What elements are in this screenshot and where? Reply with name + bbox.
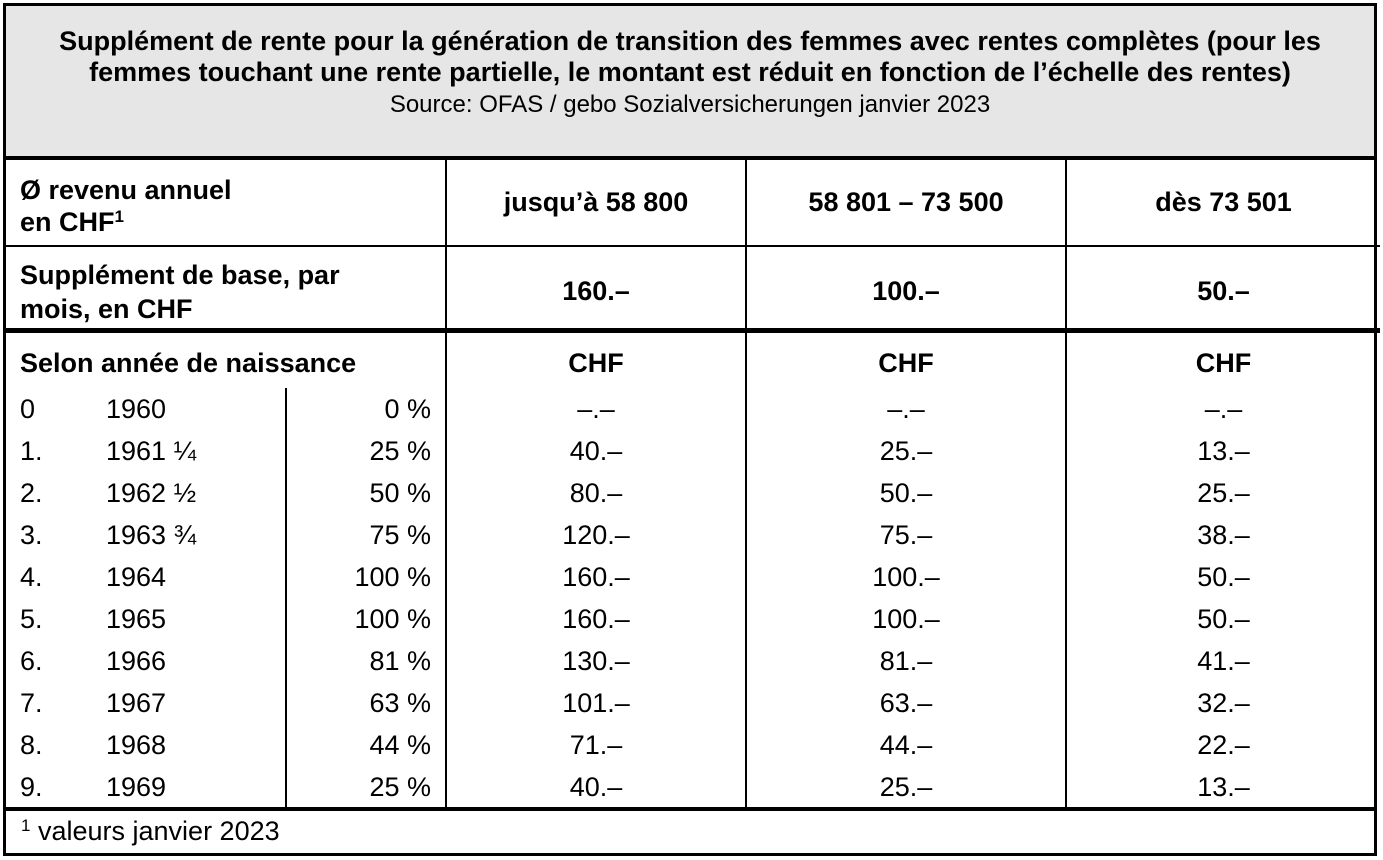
table-title: Supplément de rente pour la génération de transition des femmes avec rentes complètes (pour les femmes touchant une rente partielle, le montant est réduit en fonction de l’échelle des rentes) [59, 26, 1321, 87]
table-row [6, 556, 1380, 598]
row-value-col3: 50.– [1066, 598, 1380, 640]
row-birth-year: 1968 [106, 730, 167, 760]
table-frame [3, 3, 1377, 856]
row-value-col1: 71.– [446, 724, 746, 766]
row-value-col3: 32.– [1066, 682, 1380, 724]
row-value-col3: 25.– [1066, 472, 1380, 514]
row-value-col2: 44.– [746, 724, 1066, 766]
row-value-col2: 25.– [746, 430, 1066, 472]
row-percentage: 25 % [286, 766, 446, 808]
row-birth-year: 1961 ¼ [106, 436, 197, 466]
row-value-col2: –.– [746, 388, 1066, 430]
table-row [6, 640, 1380, 682]
row-value-col1: 40.– [446, 430, 746, 472]
base-label-line1: Supplément de base, par [20, 260, 340, 291]
row-value-col1: 160.– [446, 556, 746, 598]
row-value-col2: 75.– [746, 514, 1066, 556]
row-percentage: 0 % [286, 388, 446, 430]
income-header-row [6, 160, 1380, 246]
row-index: 3. [20, 520, 43, 550]
birth-year-header-row [6, 330, 1380, 388]
birth-year-label: Selon année de naissance [20, 347, 357, 378]
unit-chf-1: CHF [446, 330, 746, 388]
income-column-3: dès 73 501 [1066, 160, 1380, 246]
row-percentage: 100 % [286, 598, 446, 640]
title-block [6, 6, 1374, 160]
table-row [6, 514, 1380, 556]
row-birth-year: 1967 [106, 688, 167, 718]
row-value-col1: 120.– [446, 514, 746, 556]
row-value-col3: 50.– [1066, 556, 1380, 598]
income-label [6, 160, 446, 246]
row-percentage: 44 % [286, 724, 446, 766]
base-value-1: 160.– [446, 246, 746, 330]
row-percentage: 50 % [286, 472, 446, 514]
footnote-number: 1 [21, 816, 31, 835]
row-percentage: 25 % [286, 430, 446, 472]
table-row [6, 472, 1380, 514]
row-percentage: 100 % [286, 556, 446, 598]
row-value-col1: 40.– [446, 766, 746, 808]
table-row [6, 766, 1380, 808]
row-value-col2: 100.– [746, 598, 1066, 640]
row-value-col3: 41.– [1066, 640, 1380, 682]
base-value-2: 100.– [746, 246, 1066, 330]
row-birth-year: 1969 [106, 772, 167, 802]
row-value-col1: 160.– [446, 598, 746, 640]
row-value-col3: 13.– [1066, 430, 1380, 472]
footnote-text: valeurs janvier 2023 [37, 816, 280, 846]
row-value-col2: 25.– [746, 766, 1066, 808]
table-row [6, 430, 1380, 472]
table-row [6, 388, 1380, 430]
footnote [6, 807, 1374, 853]
source-line: Source: OFAS / gebo Sozialversicherungen janvier 2023 [389, 91, 991, 118]
row-index: 9. [20, 772, 43, 802]
row-birth-year: 1964 [106, 562, 167, 592]
row-index: 2. [20, 478, 43, 508]
row-value-col1: –.– [446, 388, 746, 430]
row-value-col3: 38.– [1066, 514, 1380, 556]
row-value-col2: 50.– [746, 472, 1066, 514]
unit-chf-2: CHF [746, 330, 1066, 388]
row-birth-year: 1963 ¾ [106, 520, 197, 550]
row-index: 4. [20, 562, 43, 592]
base-supplement-label [6, 246, 446, 330]
row-birth-year: 1962 ½ [106, 478, 197, 508]
row-value-col1: 80.– [446, 472, 746, 514]
row-index: 1. [20, 436, 43, 466]
unit-chf-3: CHF [1066, 330, 1380, 388]
data-rows [6, 388, 1380, 808]
row-value-col2: 63.– [746, 682, 1066, 724]
income-label-line1: Ø revenu annuel [20, 174, 232, 205]
row-value-col3: –.– [1066, 388, 1380, 430]
row-index: 0 [20, 394, 36, 424]
table-row [6, 598, 1380, 640]
row-index: 8. [20, 730, 43, 760]
base-value-3: 50.– [1066, 246, 1380, 330]
row-percentage: 75 % [286, 514, 446, 556]
row-percentage: 81 % [286, 640, 446, 682]
row-value-col3: 22.– [1066, 724, 1380, 766]
row-birth-year: 1960 [106, 394, 167, 424]
income-column-1: jusqu’à 58 800 [446, 160, 746, 246]
row-index: 5. [20, 604, 43, 634]
row-index: 6. [20, 646, 43, 676]
supplement-table [6, 160, 1380, 808]
base-supplement-row [6, 246, 1380, 330]
footnote-marker: 1 [114, 206, 124, 226]
row-value-col3: 13.– [1066, 766, 1380, 808]
row-value-col2: 81.– [746, 640, 1066, 682]
row-value-col1: 101.– [446, 682, 746, 724]
row-value-col2: 100.– [746, 556, 1066, 598]
income-label-line2: en CHF [20, 206, 115, 237]
base-label-line2: mois, en CHF [20, 294, 193, 325]
row-percentage: 63 % [286, 682, 446, 724]
row-value-col1: 130.– [446, 640, 746, 682]
income-column-2: 58 801 – 73 500 [746, 160, 1066, 246]
table-row [6, 724, 1380, 766]
row-index: 7. [20, 688, 43, 718]
row-birth-year: 1966 [106, 646, 167, 676]
table-row [6, 682, 1380, 724]
row-birth-year: 1965 [106, 604, 167, 634]
